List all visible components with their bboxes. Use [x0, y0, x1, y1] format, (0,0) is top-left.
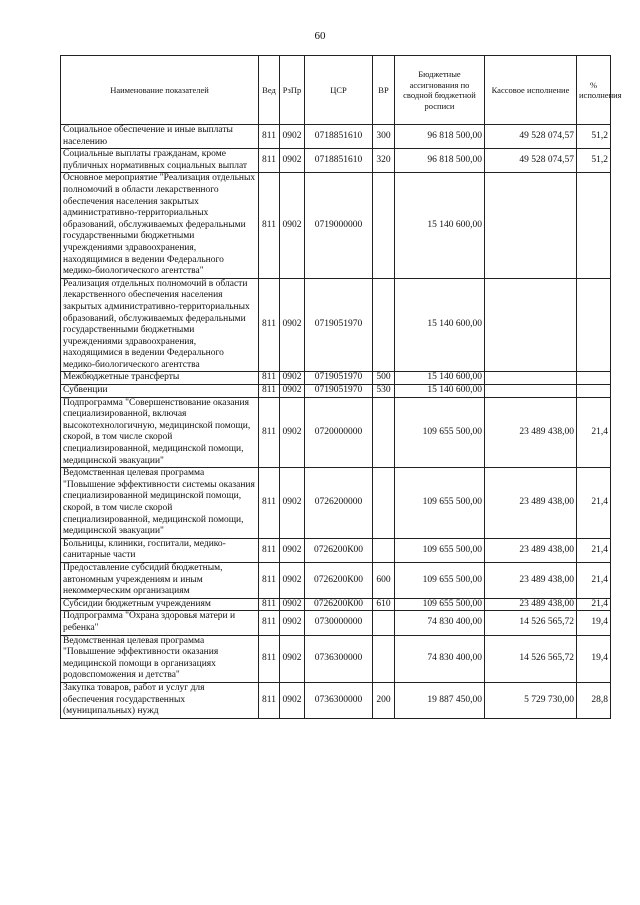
cell-csr: 0730000000 [305, 611, 373, 635]
cell-name: Реализация отдельных полномочий в области лекарственного обеспечения населения закрытых административно-территориальных образований, обслуживаемых федеральными государственными бюджетными учреждениями здравоохранения, находящимися в ведении Федерального медико-биологического агентства [61, 278, 259, 372]
cell-vr [373, 538, 395, 562]
cell-rzpr: 0902 [280, 278, 305, 372]
table-row [61, 278, 611, 372]
cell-rzpr: 0902 [280, 682, 305, 718]
cell-execution: 23 489 438,00 [485, 598, 577, 611]
cell-csr: 0720000000 [305, 397, 373, 468]
table-body [61, 125, 611, 719]
cell-percent: 51,2 [577, 125, 611, 149]
header-execution: Кассовое исполнение [485, 56, 577, 125]
cell-percent: 21,4 [577, 397, 611, 468]
cell-name: Субсидии бюджетным учреждениям [61, 598, 259, 611]
cell-csr: 0718851610 [305, 125, 373, 149]
cell-execution [485, 173, 577, 278]
cell-rzpr: 0902 [280, 125, 305, 149]
table-row [61, 468, 611, 539]
table-row [61, 372, 611, 385]
cell-csr: 0736300000 [305, 682, 373, 718]
cell-name: Закупка товаров, работ и услуг для обеспечения государственных (муниципальных) нужд [61, 682, 259, 718]
cell-assignments: 15 140 600,00 [395, 173, 485, 278]
cell-rzpr: 0902 [280, 598, 305, 611]
cell-ved: 811 [259, 278, 280, 372]
cell-percent [577, 278, 611, 372]
cell-execution: 23 489 438,00 [485, 468, 577, 539]
cell-percent [577, 173, 611, 278]
cell-rzpr: 0902 [280, 635, 305, 682]
cell-execution: 23 489 438,00 [485, 562, 577, 598]
cell-ved: 811 [259, 468, 280, 539]
cell-csr: 0719000000 [305, 173, 373, 278]
cell-percent: 19,4 [577, 635, 611, 682]
cell-vr [373, 611, 395, 635]
cell-csr: 0719051970 [305, 385, 373, 398]
cell-percent: 51,2 [577, 149, 611, 173]
cell-percent: 21,4 [577, 598, 611, 611]
table-row [61, 598, 611, 611]
cell-assignments: 96 818 500,00 [395, 149, 485, 173]
cell-name: Основное мероприятие "Реализация отдельных полномочий в области лекарственного обеспечения населения закрытых административно-территориальных образований, обслуживаемых федеральными государственными бюджетными учреждениями здравоохранения, находящимися в ведении Федерального медико-биологического агентства" [61, 173, 259, 278]
table-row [61, 173, 611, 278]
cell-execution [485, 385, 577, 398]
cell-percent: 21,4 [577, 468, 611, 539]
cell-execution [485, 278, 577, 372]
cell-ved: 811 [259, 598, 280, 611]
table-row [61, 611, 611, 635]
cell-csr: 0726200000 [305, 468, 373, 539]
header-vr: ВР [373, 56, 395, 125]
cell-assignments: 15 140 600,00 [395, 385, 485, 398]
header-name: Наименование показателей [61, 56, 259, 125]
cell-vr: 200 [373, 682, 395, 718]
cell-assignments: 109 655 500,00 [395, 397, 485, 468]
table-header-row [61, 56, 611, 125]
cell-assignments: 74 830 400,00 [395, 611, 485, 635]
cell-rzpr: 0902 [280, 149, 305, 173]
cell-rzpr: 0902 [280, 611, 305, 635]
cell-name: Социальные выплаты гражданам, кроме публичных нормативных социальных выплат [61, 149, 259, 173]
header-rzpr: РзПр [280, 56, 305, 125]
cell-ved: 811 [259, 173, 280, 278]
cell-csr: 0726200К00 [305, 538, 373, 562]
cell-rzpr: 0902 [280, 173, 305, 278]
cell-name: Подпрограмма "Совершенствование оказания специализированной, включая высокотехнологичную, медицинской помощи, скорой, в том числе скорой специализированной, медицинской помощи, медицинской эвакуации" [61, 397, 259, 468]
cell-execution: 23 489 438,00 [485, 397, 577, 468]
cell-assignments: 19 887 450,00 [395, 682, 485, 718]
table-row [61, 149, 611, 173]
cell-rzpr: 0902 [280, 538, 305, 562]
cell-ved: 811 [259, 538, 280, 562]
cell-rzpr: 0902 [280, 397, 305, 468]
table-row [61, 635, 611, 682]
cell-csr: 0719051970 [305, 372, 373, 385]
table-row [61, 682, 611, 718]
budget-execution-table [60, 55, 622, 719]
cell-ved: 811 [259, 562, 280, 598]
cell-csr: 0718851610 [305, 149, 373, 173]
cell-assignments: 109 655 500,00 [395, 598, 485, 611]
header-percent: % исполнения [577, 56, 611, 125]
cell-assignments: 109 655 500,00 [395, 468, 485, 539]
cell-assignments: 15 140 600,00 [395, 372, 485, 385]
cell-vr [373, 278, 395, 372]
cell-assignments: 109 655 500,00 [395, 538, 485, 562]
cell-name: Предоставление субсидий бюджетным, автономным учреждениям и иным некоммерческим организациям [61, 562, 259, 598]
cell-vr: 610 [373, 598, 395, 611]
cell-ved: 811 [259, 372, 280, 385]
cell-percent: 21,4 [577, 562, 611, 598]
cell-ved: 811 [259, 397, 280, 468]
cell-execution: 23 489 438,00 [485, 538, 577, 562]
page-number: 60 [314, 30, 326, 42]
cell-ved: 811 [259, 635, 280, 682]
cell-vr: 300 [373, 125, 395, 149]
cell-name: Ведомственная целевая программа "Повышение эффективности оказания медицинской помощи в организациях родовспоможения и детства" [61, 635, 259, 682]
cell-vr: 530 [373, 385, 395, 398]
cell-assignments: 96 818 500,00 [395, 125, 485, 149]
cell-ved: 811 [259, 611, 280, 635]
cell-execution: 49 528 074,57 [485, 125, 577, 149]
header-csr: ЦСР [305, 56, 373, 125]
cell-csr: 0726200К00 [305, 562, 373, 598]
cell-percent: 19,4 [577, 611, 611, 635]
cell-name: Ведомственная целевая программа "Повышение эффективности системы оказания специализированной медицинской помощи, скорой, в том числе скорой специализированной, медицинской помощи, медицинской эвакуации" [61, 468, 259, 539]
header-assignments: Бюджетные ассигнования по сводной бюджетной росписи [395, 56, 485, 125]
cell-assignments: 109 655 500,00 [395, 562, 485, 598]
header-ved: Вед [259, 56, 280, 125]
cell-ved: 811 [259, 385, 280, 398]
cell-vr: 500 [373, 372, 395, 385]
cell-vr [373, 397, 395, 468]
cell-execution: 49 528 074,57 [485, 149, 577, 173]
cell-execution: 14 526 565,72 [485, 635, 577, 682]
cell-ved: 811 [259, 149, 280, 173]
cell-ved: 811 [259, 125, 280, 149]
cell-percent: 28,8 [577, 682, 611, 718]
table-row [61, 562, 611, 598]
cell-name: Субвенции [61, 385, 259, 398]
cell-name: Социальное обеспечение и иные выплаты населению [61, 125, 259, 149]
cell-csr: 0726200К00 [305, 598, 373, 611]
cell-name: Подпрограмма "Охрана здоровья матери и ребенка" [61, 611, 259, 635]
table-row [61, 125, 611, 149]
cell-assignments: 15 140 600,00 [395, 278, 485, 372]
cell-name: Больницы, клиники, госпитали, медико-санитарные части [61, 538, 259, 562]
cell-assignments: 74 830 400,00 [395, 635, 485, 682]
cell-name: Межбюджетные трансферты [61, 372, 259, 385]
cell-csr: 0736300000 [305, 635, 373, 682]
cell-rzpr: 0902 [280, 468, 305, 539]
table-row [61, 538, 611, 562]
cell-percent [577, 385, 611, 398]
cell-execution [485, 372, 577, 385]
table-row [61, 385, 611, 398]
cell-execution: 14 526 565,72 [485, 611, 577, 635]
cell-vr [373, 468, 395, 539]
cell-vr [373, 635, 395, 682]
cell-csr: 0719051970 [305, 278, 373, 372]
cell-ved: 811 [259, 682, 280, 718]
cell-vr: 600 [373, 562, 395, 598]
cell-vr [373, 173, 395, 278]
cell-rzpr: 0902 [280, 562, 305, 598]
cell-rzpr: 0902 [280, 385, 305, 398]
cell-percent: 21,4 [577, 538, 611, 562]
table-row [61, 397, 611, 468]
cell-rzpr: 0902 [280, 372, 305, 385]
cell-percent [577, 372, 611, 385]
cell-vr: 320 [373, 149, 395, 173]
cell-execution: 5 729 730,00 [485, 682, 577, 718]
